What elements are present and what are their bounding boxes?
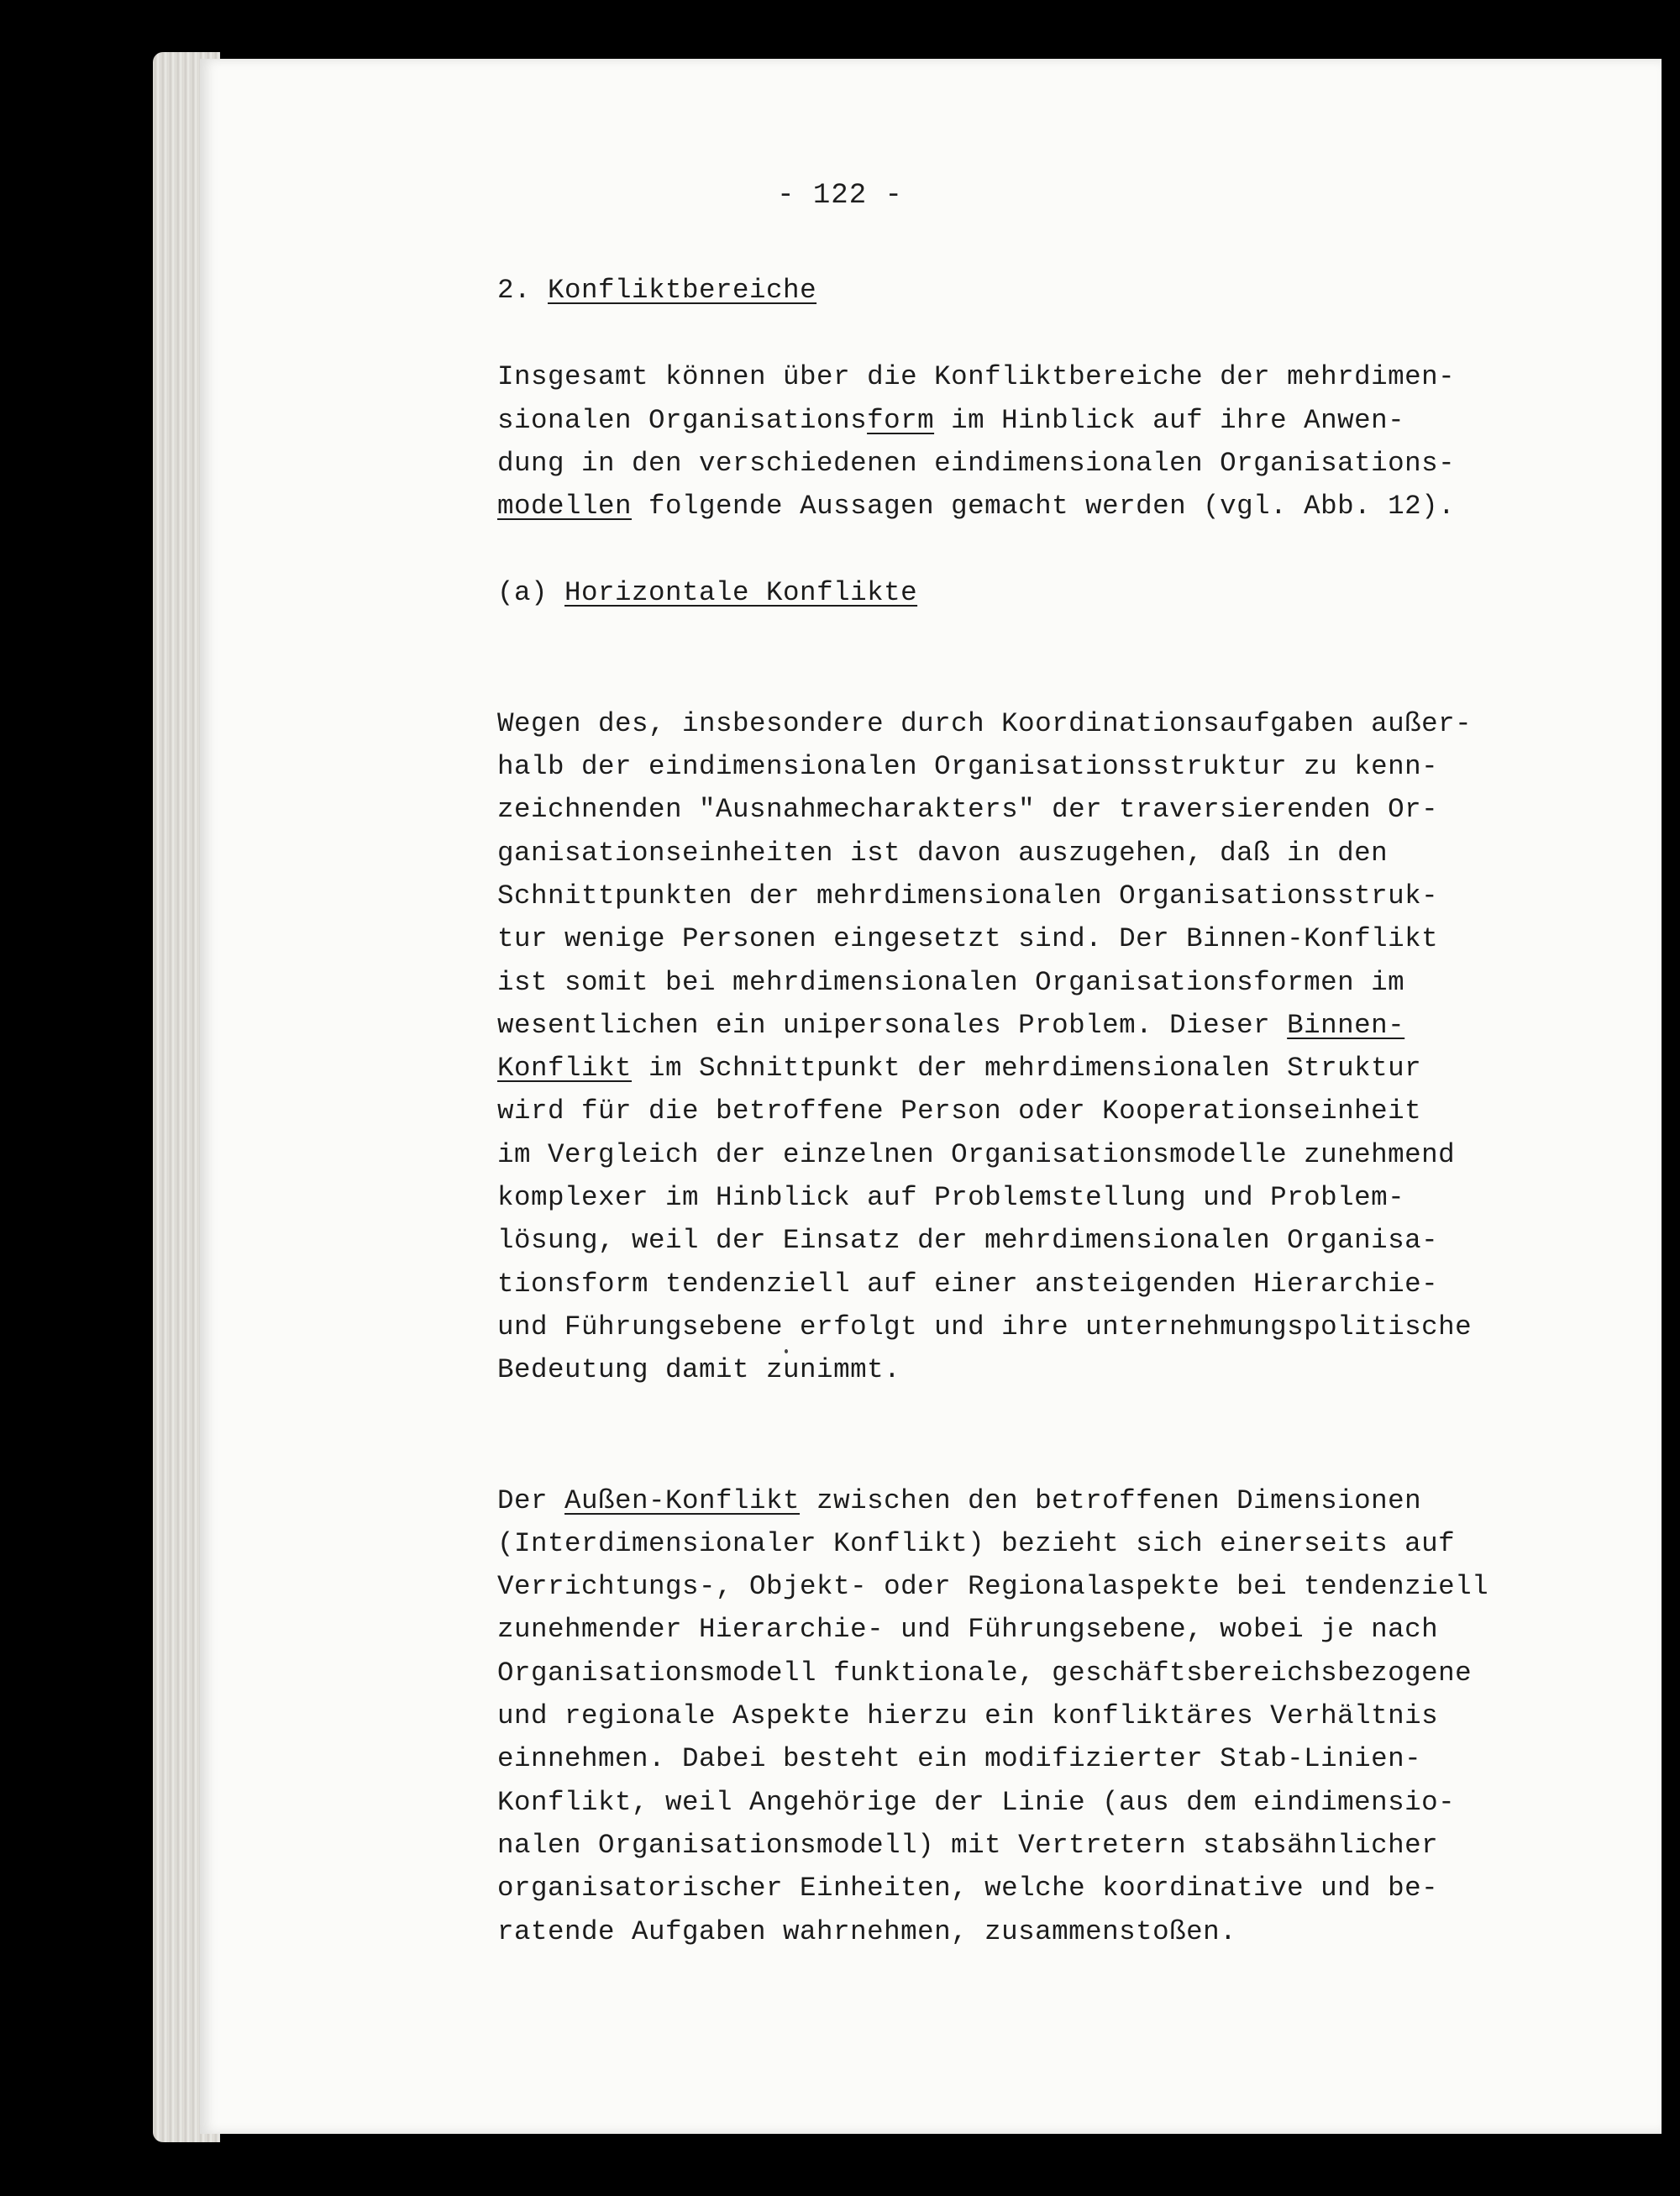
text-line: ganisationseinheiten ist davon auszugehen, daß in den bbox=[497, 837, 1389, 869]
text-line: Konflikt, weil Angehörige der Linie (aus dem eindimensio- bbox=[497, 1786, 1456, 1818]
text-span: sionalen Organisations bbox=[497, 404, 868, 436]
text-line bbox=[497, 1004, 1522, 1047]
text-line bbox=[497, 1047, 1522, 1090]
underlined-word: form bbox=[867, 404, 935, 436]
section-title: Konfliktbereiche bbox=[548, 275, 817, 306]
text-line: wird für die betroffene Person oder Kooperationseinheit bbox=[497, 1095, 1422, 1127]
text-line: im Vergleich der einzelnen Organisationsmodelle zunehmend bbox=[497, 1138, 1456, 1170]
text-line bbox=[497, 1479, 1522, 1522]
text-span: im Schnittpunkt der mehrdimensionalen Struktur bbox=[632, 1053, 1422, 1085]
underlined-word: Außen-Konflikt bbox=[564, 1484, 801, 1516]
text-line bbox=[497, 485, 1522, 528]
text-line: und regionale Aspekte hierzu ein konfliktäres Verhältnis bbox=[497, 1700, 1439, 1732]
text-line: ist somit bei mehrdimensionalen Organisationsformen im bbox=[497, 966, 1405, 998]
text-span: zwischen den betroffenen Dimensionen bbox=[800, 1484, 1422, 1516]
text-span: folgende Aussagen gemacht werden (vgl. Abb. 12). bbox=[632, 491, 1456, 523]
page-number: - 122 - bbox=[777, 180, 903, 212]
text-line: halb der eindimensionalen Organisationsstruktur zu kenn- bbox=[497, 751, 1439, 783]
text-span: im Hinblick auf ihre Anwen- bbox=[934, 404, 1405, 436]
text-line: Schnittpunkten der mehrdimensionalen Organisationsstruk- bbox=[497, 880, 1439, 911]
text-line: zeichnenden "Ausnahmecharakters" der traversierenden Or- bbox=[497, 794, 1439, 826]
text-line: lösung, weil der Einsatz der mehrdimensionalen Organisa- bbox=[497, 1225, 1439, 1257]
text-line: nalen Organisationsmodell) mit Vertretern stabsähnlicher bbox=[497, 1829, 1439, 1861]
text-span: wesentlichen ein unipersonales Problem. Dieser bbox=[497, 1009, 1288, 1041]
section-heading bbox=[497, 269, 1522, 312]
body-text bbox=[497, 269, 1522, 1953]
text-line: ratende Aufgaben wahrnehmen, zusammenstoßen. bbox=[497, 1915, 1237, 1947]
section-number: 2. bbox=[497, 275, 549, 306]
text-line: Insgesamt können über die Konfliktbereiche der mehrdimen- bbox=[497, 361, 1456, 393]
text-line: zunehmender Hierarchie- und Führungsebene, wobei je nach bbox=[497, 1614, 1439, 1646]
text-line bbox=[497, 399, 1522, 442]
text-line: (Interdimensionaler Konflikt) bezieht sich einerseits auf bbox=[497, 1527, 1456, 1559]
paragraph-binnen-konflikt bbox=[497, 702, 1522, 1392]
subsection-heading bbox=[497, 571, 1522, 614]
text-line: Verrichtungs-, Objekt- oder Regionalaspekte bei tendenziell bbox=[497, 1571, 1489, 1603]
text-line: dung in den verschiedenen eindimensionalen Organisations- bbox=[497, 447, 1456, 479]
text-line: einnehmen. Dabei besteht ein modifizierter Stab-Linien- bbox=[497, 1743, 1422, 1775]
text-line: tionsform tendenziell auf einer ansteigenden Hierarchie- bbox=[497, 1268, 1439, 1300]
text-line: tur wenige Personen eingesetzt sind. Der Binnen-Konflikt bbox=[497, 923, 1439, 955]
text-span: Der bbox=[497, 1484, 565, 1516]
ink-speck bbox=[785, 1349, 788, 1353]
subsection-label: (a) bbox=[497, 577, 565, 609]
subsection-title: Horizontale Konflikte bbox=[564, 577, 918, 609]
text-line: Wegen des, insbesondere durch Koordinationsaufgaben außer- bbox=[497, 707, 1473, 739]
text-line: Organisationsmodell funktionale, geschäftsbereichsbezogene bbox=[497, 1657, 1473, 1689]
text-line: Bedeutung damit zunimmt. bbox=[497, 1354, 901, 1386]
text-line: komplexer im Hinblick auf Problemstellung und Problem- bbox=[497, 1182, 1405, 1214]
text-line: und Führungsebene erfolgt und ihre unternehmungspolitische bbox=[497, 1311, 1473, 1342]
text-line: organisatorischer Einheiten, welche koordinative und be- bbox=[497, 1873, 1439, 1904]
paragraph-aussen-konflikt bbox=[497, 1479, 1522, 1953]
underlined-word: Konflikt bbox=[497, 1053, 633, 1085]
intro-paragraph bbox=[497, 355, 1522, 528]
underlined-word: Binnen- bbox=[1287, 1009, 1405, 1041]
underlined-word: modellen bbox=[497, 491, 633, 523]
